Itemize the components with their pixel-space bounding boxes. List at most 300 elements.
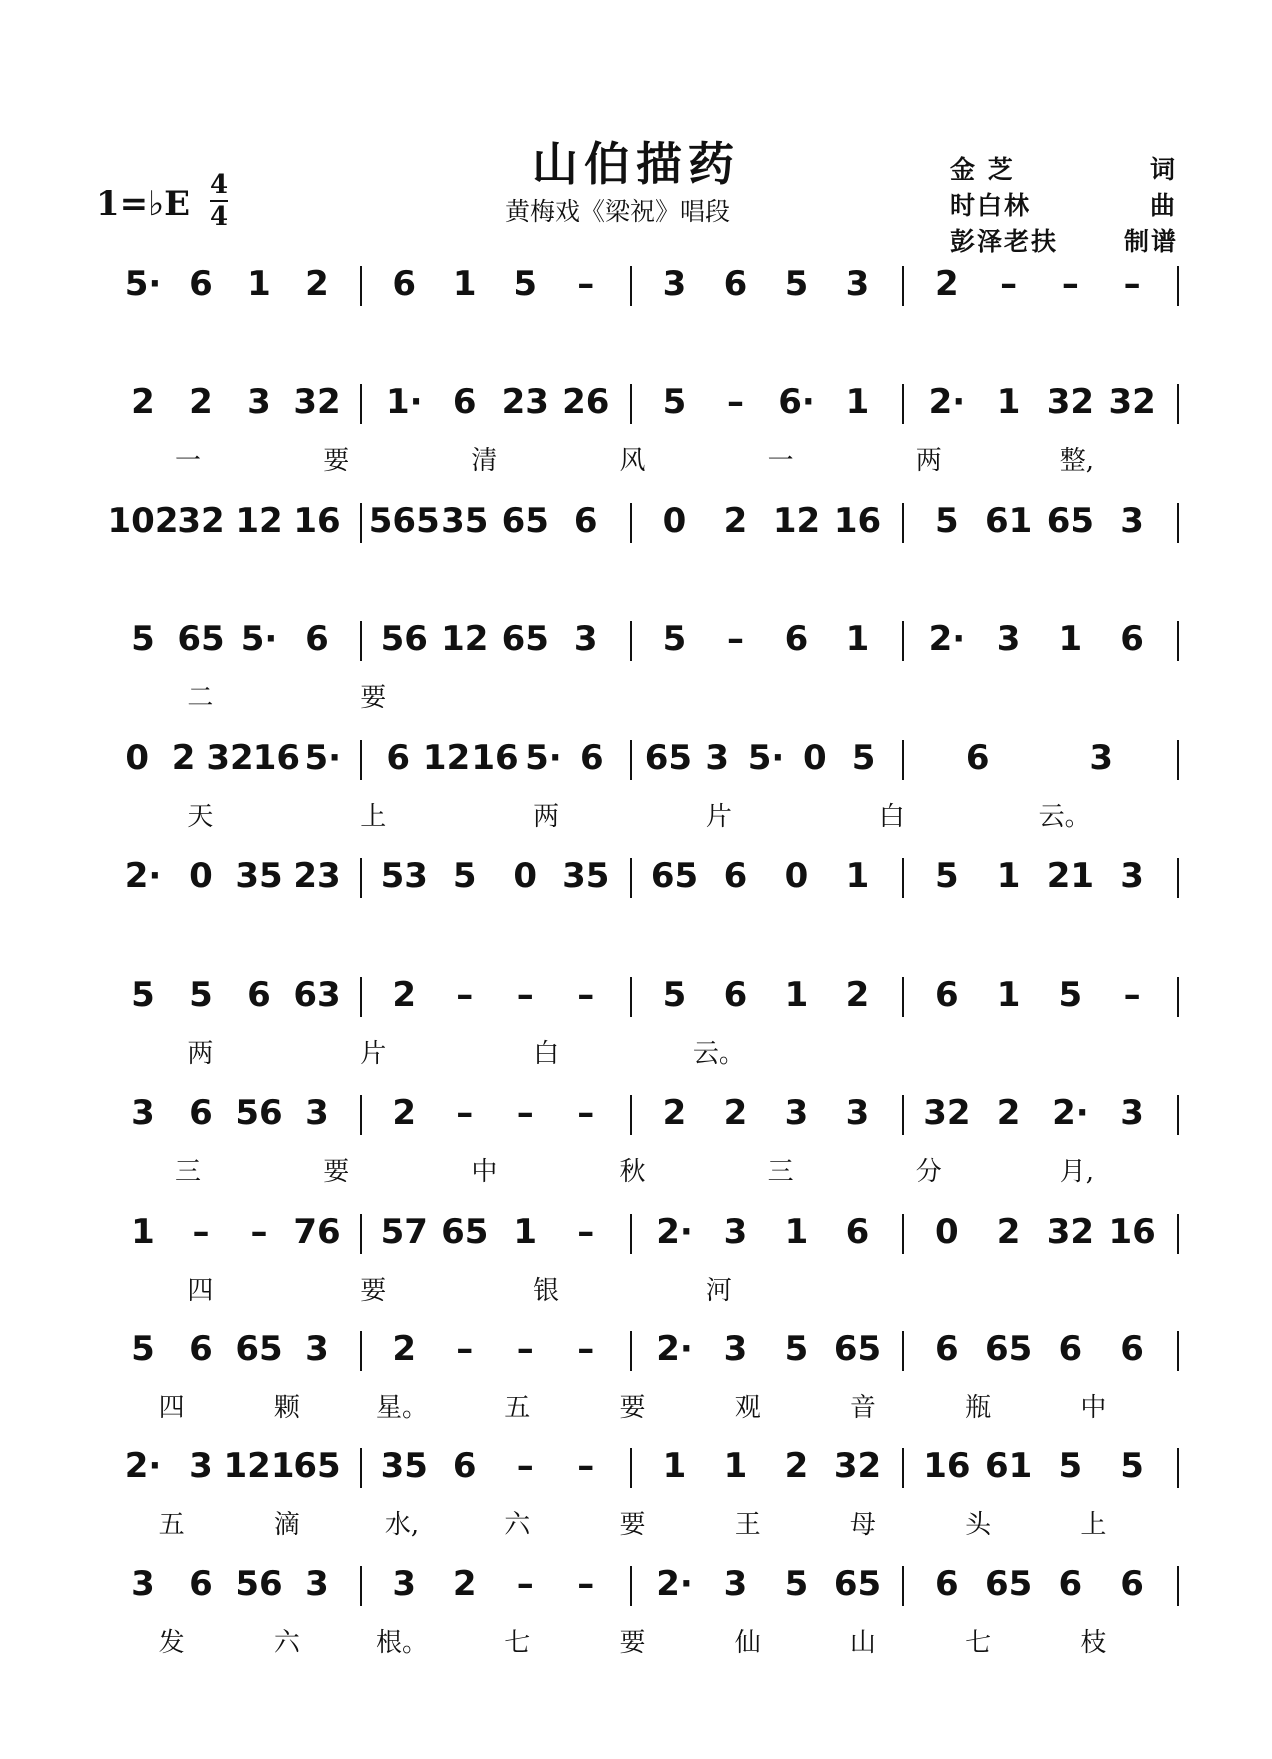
note: 65 — [984, 1564, 1033, 1604]
note: 6 — [452, 1446, 477, 1486]
note: 1 — [723, 1446, 748, 1486]
lyric: 山 — [849, 1628, 876, 1658]
note: 1 — [845, 382, 870, 422]
lyric: 母 — [849, 1510, 876, 1540]
note: 65 — [235, 1329, 283, 1369]
note: 61 — [984, 1446, 1033, 1486]
note: 6 — [305, 619, 329, 659]
note: 1 — [996, 856, 1021, 896]
note: 5 — [131, 975, 155, 1015]
credit-composer: 时白林 — [950, 191, 1032, 220]
note: 6 — [965, 738, 990, 778]
lyric: 上 — [360, 802, 387, 832]
lyric: 云。 — [692, 1039, 745, 1069]
barline — [1177, 1331, 1179, 1371]
lyric: 音 — [849, 1393, 876, 1423]
note: 3 — [1089, 738, 1114, 778]
note: 1 — [996, 975, 1021, 1015]
barline — [1177, 266, 1179, 306]
barline — [360, 1448, 362, 1488]
lyric: 白 — [533, 1039, 560, 1069]
lyric: 风 — [619, 446, 646, 476]
note: 5 — [935, 501, 959, 541]
lyric: 六 — [504, 1510, 531, 1540]
note: 3 — [845, 1093, 870, 1133]
note: 2· — [928, 382, 966, 422]
note: 0 — [513, 856, 538, 896]
lyric: 两 — [533, 802, 560, 832]
credit-transcriber-role: 制谱 — [1124, 227, 1179, 256]
lyric: 二 — [187, 683, 214, 713]
note: 5 — [189, 975, 213, 1015]
note: 16 — [471, 738, 519, 778]
barline — [1177, 858, 1179, 898]
note: 3 — [996, 619, 1021, 659]
note: 5· — [747, 738, 785, 778]
note: 102 — [107, 501, 179, 541]
lyric: 七 — [504, 1628, 531, 1658]
note: – — [516, 1564, 534, 1604]
barline — [630, 1448, 632, 1488]
note: 0 — [802, 738, 827, 778]
note: – — [456, 1093, 474, 1133]
barline — [360, 858, 362, 898]
lyric: 星。 — [376, 1393, 429, 1423]
note: – — [516, 975, 534, 1015]
note: – — [577, 975, 595, 1015]
note: – — [192, 1212, 210, 1252]
note: 35 — [562, 856, 610, 896]
note: 0 — [189, 856, 213, 896]
note: 32 — [923, 1093, 971, 1133]
note: 65 — [501, 501, 549, 541]
note: 12 — [772, 501, 821, 541]
note: 1 — [845, 856, 870, 896]
lyric: 三 — [175, 1157, 202, 1187]
note: 2 — [171, 738, 196, 778]
note: 0 — [662, 501, 687, 541]
lyric: 一 — [175, 446, 202, 476]
lyric: 观 — [734, 1393, 761, 1423]
note: – — [577, 1093, 595, 1133]
note: 6 — [573, 501, 598, 541]
note: 1 — [513, 1212, 538, 1252]
note: – — [1123, 975, 1141, 1015]
note: 65 — [833, 1329, 882, 1369]
note: 63 — [293, 975, 341, 1015]
note: – — [456, 1329, 474, 1369]
note: 1 — [247, 264, 271, 304]
lyric: 六 — [273, 1628, 300, 1658]
note: – — [577, 264, 595, 304]
note: 5 — [935, 856, 959, 896]
barline — [902, 1331, 904, 1371]
page-title: 山伯描药 — [532, 137, 740, 191]
note: 6 — [935, 975, 959, 1015]
note: 56 — [235, 1093, 283, 1133]
note: 1 — [784, 1212, 809, 1252]
lyric: 秋 — [619, 1157, 646, 1187]
note: 16 — [293, 501, 341, 541]
note: 3 — [723, 1564, 748, 1604]
note: – — [1000, 264, 1018, 304]
barline — [1177, 740, 1179, 780]
note: 12 — [235, 501, 283, 541]
note: 121 — [223, 1446, 295, 1486]
note: 3 — [392, 1564, 417, 1604]
note: 26 — [562, 382, 610, 422]
note: 23 — [293, 856, 341, 896]
note: – — [516, 1093, 534, 1133]
note: 57 — [380, 1212, 428, 1252]
note: – — [250, 1212, 268, 1252]
note: 56 — [380, 619, 428, 659]
note: 0 — [784, 856, 809, 896]
note: 6 — [935, 1329, 959, 1369]
note: 32 — [293, 382, 341, 422]
note: 2 — [996, 1212, 1021, 1252]
note: 2 — [935, 264, 959, 304]
note: 6 — [579, 738, 604, 778]
lyric: 滴 — [273, 1510, 300, 1540]
note: – — [727, 382, 744, 422]
barline — [902, 740, 904, 780]
note: 6 — [935, 1564, 959, 1604]
barline — [630, 1095, 632, 1135]
lyric: 枝 — [1080, 1628, 1107, 1658]
note: 3 — [1120, 501, 1144, 541]
note: 76 — [293, 1212, 341, 1252]
note: – — [516, 1446, 534, 1486]
note: 3 — [305, 1329, 329, 1369]
note: 6 — [723, 856, 748, 896]
note: 6 — [1120, 619, 1144, 659]
barline — [630, 1214, 632, 1254]
note: 2 — [723, 501, 748, 541]
note: 1 — [452, 264, 477, 304]
note: 3 — [131, 1093, 155, 1133]
barline — [360, 503, 362, 543]
barline — [360, 266, 362, 306]
lyric: 五 — [504, 1393, 531, 1423]
note: 6 — [784, 619, 809, 659]
barline — [1177, 384, 1179, 424]
barline — [902, 858, 904, 898]
lyric: 头 — [965, 1510, 992, 1540]
note: 5 — [513, 264, 538, 304]
barline — [902, 621, 904, 661]
note: 2 — [189, 382, 213, 422]
lyric: 上 — [1080, 1510, 1107, 1540]
note: 2 — [723, 1093, 748, 1133]
note: – — [727, 619, 744, 659]
note: 3 — [723, 1329, 748, 1369]
note: 3 — [723, 1212, 748, 1252]
note: 16 — [1108, 1212, 1156, 1252]
note: 35 — [380, 1446, 428, 1486]
barline — [360, 1095, 362, 1135]
note: 65 — [650, 856, 699, 896]
note: 3 — [1120, 1093, 1144, 1133]
barline — [1177, 503, 1179, 543]
lyric: 两 — [915, 446, 942, 476]
note: 2 — [845, 975, 870, 1015]
note: 2· — [1052, 1093, 1089, 1133]
lyric: 要 — [360, 1276, 387, 1306]
note: 32 — [1046, 1212, 1095, 1252]
note: 6 — [392, 264, 417, 304]
note: 6 — [189, 1329, 213, 1369]
note: 2· — [656, 1329, 693, 1369]
barline — [360, 977, 362, 1017]
lyric: 整, — [1059, 446, 1095, 476]
lyric: 三 — [767, 1157, 794, 1187]
note: 6 — [1120, 1564, 1144, 1604]
barline — [902, 503, 904, 543]
barline — [902, 266, 904, 306]
note: 5· — [240, 619, 278, 659]
lyric: 白 — [878, 802, 905, 832]
barline — [630, 858, 632, 898]
lyric: 片 — [705, 802, 732, 832]
lyric: 要 — [619, 1510, 646, 1540]
note: 2 — [305, 264, 329, 304]
barline — [902, 1448, 904, 1488]
lyric: 要 — [619, 1393, 646, 1423]
note: – — [577, 1329, 595, 1369]
note: 2 — [131, 382, 155, 422]
lyric: 两 — [187, 1039, 214, 1069]
note: 6 — [189, 1564, 213, 1604]
lyric: 四 — [187, 1276, 214, 1306]
lyric: 一 — [767, 446, 794, 476]
barline — [360, 1331, 362, 1371]
note: 5 — [452, 856, 477, 896]
key-signature: 1=♭E — [96, 184, 191, 224]
note: 2 — [392, 1329, 417, 1369]
lyric: 仙 — [734, 1628, 761, 1658]
lyric: 七 — [965, 1628, 992, 1658]
barline — [360, 1214, 362, 1254]
barline — [902, 977, 904, 1017]
note: 5· — [124, 264, 162, 304]
note: 21 — [1046, 856, 1095, 896]
note: 6 — [723, 975, 748, 1015]
lyric: 片 — [360, 1039, 387, 1069]
note: 35 — [235, 856, 283, 896]
note: 2 — [784, 1446, 809, 1486]
barline — [902, 1095, 904, 1135]
barline — [1177, 1448, 1179, 1488]
note: 1 — [131, 1212, 155, 1252]
note: – — [1061, 264, 1079, 304]
note: 2· — [656, 1564, 693, 1604]
note: 6 — [189, 264, 213, 304]
note: 5 — [131, 619, 155, 659]
note: 16 — [833, 501, 882, 541]
note: 12 — [441, 619, 489, 659]
note: 1 — [996, 382, 1021, 422]
subtitle: 黄梅戏《梁祝》唱段 — [505, 197, 731, 226]
barline — [1177, 621, 1179, 661]
note: 0 — [935, 1212, 959, 1252]
barline — [630, 977, 632, 1017]
note: 2· — [124, 1446, 162, 1486]
note: 3 — [247, 382, 271, 422]
note: 65 — [177, 619, 225, 659]
note: 1 — [845, 619, 870, 659]
note: 6 — [723, 264, 748, 304]
note: 65 — [501, 619, 549, 659]
note: 6· — [778, 382, 815, 422]
note: 32 — [1108, 382, 1156, 422]
barline — [1177, 1214, 1179, 1254]
lyric: 发 — [158, 1628, 185, 1658]
barline — [630, 740, 632, 780]
lyric: 瓶 — [965, 1393, 992, 1423]
note: 65 — [984, 1329, 1033, 1369]
credit-transcriber: 彭泽老扶 — [950, 227, 1059, 256]
note: 65 — [644, 738, 693, 778]
lyric: 银 — [533, 1276, 560, 1306]
barline — [360, 384, 362, 424]
lyric: 月, — [1059, 1157, 1095, 1187]
note: 65 — [833, 1564, 882, 1604]
note: 1· — [385, 382, 423, 422]
credit-composer-role: 曲 — [1150, 191, 1178, 220]
note: 16 — [252, 738, 301, 778]
note: 3 — [305, 1564, 329, 1604]
note: 12 — [422, 738, 471, 778]
note: 2 — [392, 1093, 417, 1133]
barline — [630, 266, 632, 306]
barline — [360, 621, 362, 661]
note: 2· — [656, 1212, 693, 1252]
barline — [902, 1214, 904, 1254]
note: 56 — [235, 1564, 283, 1604]
lyric: 分 — [915, 1157, 942, 1187]
note: 565 — [368, 501, 440, 541]
note: 5· — [304, 738, 342, 778]
note: 3 — [845, 264, 870, 304]
note: – — [577, 1212, 595, 1252]
note: 2· — [928, 619, 966, 659]
barline — [902, 1566, 904, 1606]
barline — [360, 1566, 362, 1606]
note: 6 — [1058, 1329, 1083, 1369]
note: 3 — [305, 1093, 329, 1133]
note: 3 — [705, 738, 730, 778]
note: 32 — [833, 1446, 882, 1486]
note: 6 — [845, 1212, 870, 1252]
note: 6 — [247, 975, 271, 1015]
note: – — [577, 1564, 595, 1604]
note: – — [456, 975, 474, 1015]
note: 65 — [293, 1446, 341, 1486]
lyric: 根。 — [376, 1628, 429, 1658]
barline — [630, 503, 632, 543]
note: 32 — [177, 501, 225, 541]
time-top: 4 — [210, 170, 229, 200]
note: 23 — [501, 382, 549, 422]
note: – — [1123, 264, 1141, 304]
note: 3 — [1120, 856, 1144, 896]
note: 3 — [189, 1446, 213, 1486]
lyric: 要 — [323, 1157, 350, 1187]
credit-lyricist: 金 芝 — [950, 155, 1015, 184]
note: 5 — [1058, 1446, 1083, 1486]
barline — [630, 1331, 632, 1371]
lyric: 王 — [734, 1510, 761, 1540]
barline — [360, 740, 362, 780]
barline — [630, 1566, 632, 1606]
lyric: 要 — [323, 446, 350, 476]
note: 16 — [923, 1446, 971, 1486]
note: 65 — [441, 1212, 489, 1252]
lyric: 天 — [187, 802, 214, 832]
note: 2· — [124, 856, 162, 896]
note: 6 — [189, 1093, 213, 1133]
lyric: 河 — [705, 1276, 732, 1306]
note: 3 — [662, 264, 687, 304]
note: 1 — [1058, 619, 1083, 659]
note: 0 — [125, 738, 150, 778]
lyric: 要 — [619, 1628, 646, 1658]
note: 6 — [1120, 1329, 1144, 1369]
credit-lyricist-role: 词 — [1150, 155, 1178, 184]
barline — [902, 384, 904, 424]
note: 5 — [784, 264, 809, 304]
time-bottom: 4 — [210, 202, 229, 232]
time-signature — [210, 170, 228, 232]
note: 3 — [784, 1093, 809, 1133]
note: 5 — [662, 619, 687, 659]
note: 5 — [784, 1329, 809, 1369]
barline — [1177, 977, 1179, 1017]
note: 5 — [662, 975, 687, 1015]
note: 5 — [784, 1564, 809, 1604]
lyric: 清 — [471, 446, 498, 476]
note: 5 — [851, 738, 876, 778]
note: – — [577, 1446, 595, 1486]
note: 65 — [1046, 501, 1095, 541]
note: 2 — [452, 1564, 477, 1604]
note: 5 — [662, 382, 687, 422]
note: 1 — [662, 1446, 687, 1486]
lyric: 中 — [471, 1157, 498, 1187]
note: 1 — [784, 975, 809, 1015]
note: 3 — [573, 619, 598, 659]
note: 6 — [386, 738, 411, 778]
note: 5 — [131, 1329, 155, 1369]
lyric: 四 — [158, 1393, 185, 1423]
barline — [1177, 1095, 1179, 1135]
note: – — [516, 1329, 534, 1369]
lyric: 五 — [158, 1510, 185, 1540]
note: 6 — [1058, 1564, 1083, 1604]
note: 32 — [1046, 382, 1095, 422]
note: 5 — [1120, 1446, 1144, 1486]
note: 5· — [525, 738, 562, 778]
note: 6 — [452, 382, 477, 422]
lyric: 云。 — [1038, 802, 1091, 832]
note: 5 — [1058, 975, 1083, 1015]
note: 2 — [392, 975, 417, 1015]
note: 61 — [984, 501, 1033, 541]
barline — [1177, 1566, 1179, 1606]
note: 53 — [380, 856, 428, 896]
note: 2 — [662, 1093, 687, 1133]
